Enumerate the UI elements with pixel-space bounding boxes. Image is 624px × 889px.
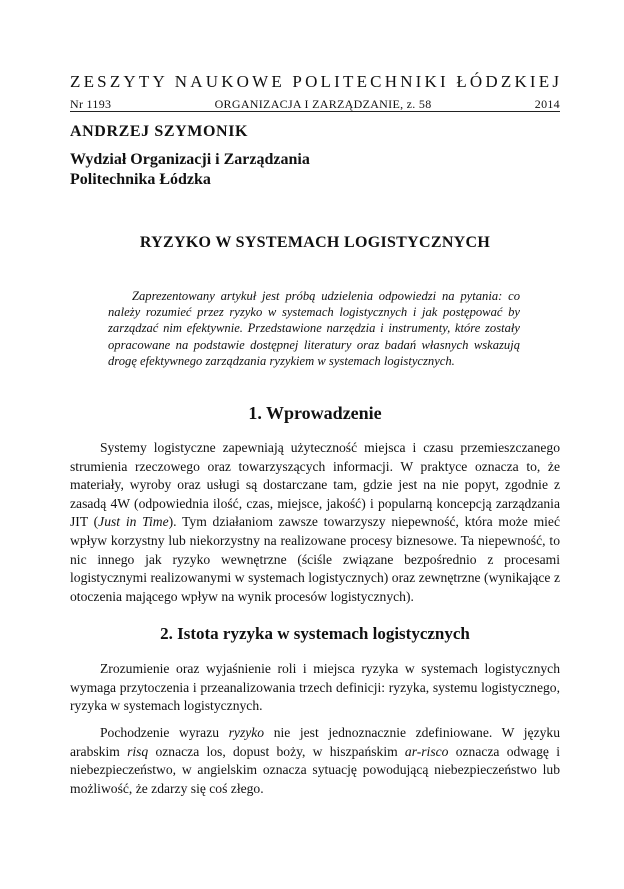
risk-text-2b: nie jest jednoznacznie zdefiniowane. W języku arabskim	[70, 725, 560, 759]
risk-paragraph-2	[70, 724, 560, 798]
intro-text-b: ). Tym działaniom zawsze towarzyszy niepewność, która może mieć wpływ korzystny lub niekorzystny na realizowane procesy biznesowe. Ta niepewność, to nic innego jak ryzyko wewnętrzne (ściśle związane bezpośrednio z procesami logistycznymi realizowanymi w systemach logistycznych) oraz zewnętrzne (wynikające z otoczenia mającego wpływ na wynik procesów logistycznych).	[70, 514, 560, 604]
intro-text-italic: Just in Time	[98, 514, 169, 530]
journal-meta	[70, 97, 560, 112]
affiliation-university: Politechnika Łódzka	[70, 171, 211, 188]
abstract: Zaprezentowany artykuł jest próbą udzielenia odpowiedzi na pytania: co należy rozumieć przez ryzyko w systemach logistycznych i jak postępować by zarządzać nim efektywnie. Przedstawione narzędzia i instrumenty, które zostały opracowane na podstawie dostępnej literatury oraz badań własnych wskazują drogę efektywnego zarządzania ryzykiem w systemach logistycznych.	[108, 289, 520, 368]
risk-text-2d: oznacza odwagę i niebezpieczeństwo, w angielskim oznacza sytuację powodującą niebezpieczeństwo lub możliwość, że zdarzy się coś złego.	[70, 743, 560, 796]
risk-paragraph-1	[70, 660, 560, 716]
intro-paragraph	[70, 439, 560, 606]
paper-title: RYZYKO W SYSTEMACH LOGISTYCZNYCH	[139, 234, 491, 251]
author-name: ANDRZEJ SZYMONIK	[70, 123, 249, 140]
section-heading-introduction: 1. Wprowadzenie	[248, 403, 382, 423]
risk-term-ryzyko: ryzyko	[228, 725, 265, 740]
journal-name: ZESZYTY NAUKOWE POLITECHNIKI ŁÓDZKIEJ	[70, 72, 563, 91]
risk-term-ar-risco: ar-risco	[404, 743, 449, 759]
intro-text-a: Systemy logistyczne zapewniają użyteczność miejsca i czasu przemieszczanego strumienia rzeczowego oraz towarzyszących informacji. W praktyce oznacza to, że materiały, wyroby oraz usługi są dostarczane tam, gdzie jest na nie popyt, zgodnie z zasadą 4W (odpowiednia ilość, czas, miejsce, jakość) i popularną koncepcją zarządzania JIT (	[70, 440, 560, 530]
series-name: ORGANIZACJA I ZARZĄDZANIE, z. 58	[214, 97, 432, 111]
affiliation	[70, 150, 310, 190]
publication-year: 2014	[534, 97, 560, 111]
affiliation-faculty: Wydział Organizacji i Zarządzania	[70, 151, 310, 168]
risk-text-2a: Pochodzenie wyrazu	[100, 725, 229, 740]
risk-text-2c: oznacza los, dopust boży, w hiszpańskim	[148, 743, 405, 759]
section-heading-risk: 2. Istota ryzyka w systemach logistycznych	[160, 624, 470, 643]
header-rule	[70, 111, 560, 112]
issue-number: Nr 1193	[70, 97, 112, 111]
risk-text-1: Zrozumienie oraz wyjaśnienie roli i miejsca ryzyka w systemach logistycznych wymaga przytoczenia i przeanalizowania trzech definicji: ryzyka, systemu logistycznego, ryzyka w systemach logistycznych.	[70, 661, 560, 714]
risk-term-risq: risq	[127, 743, 149, 759]
